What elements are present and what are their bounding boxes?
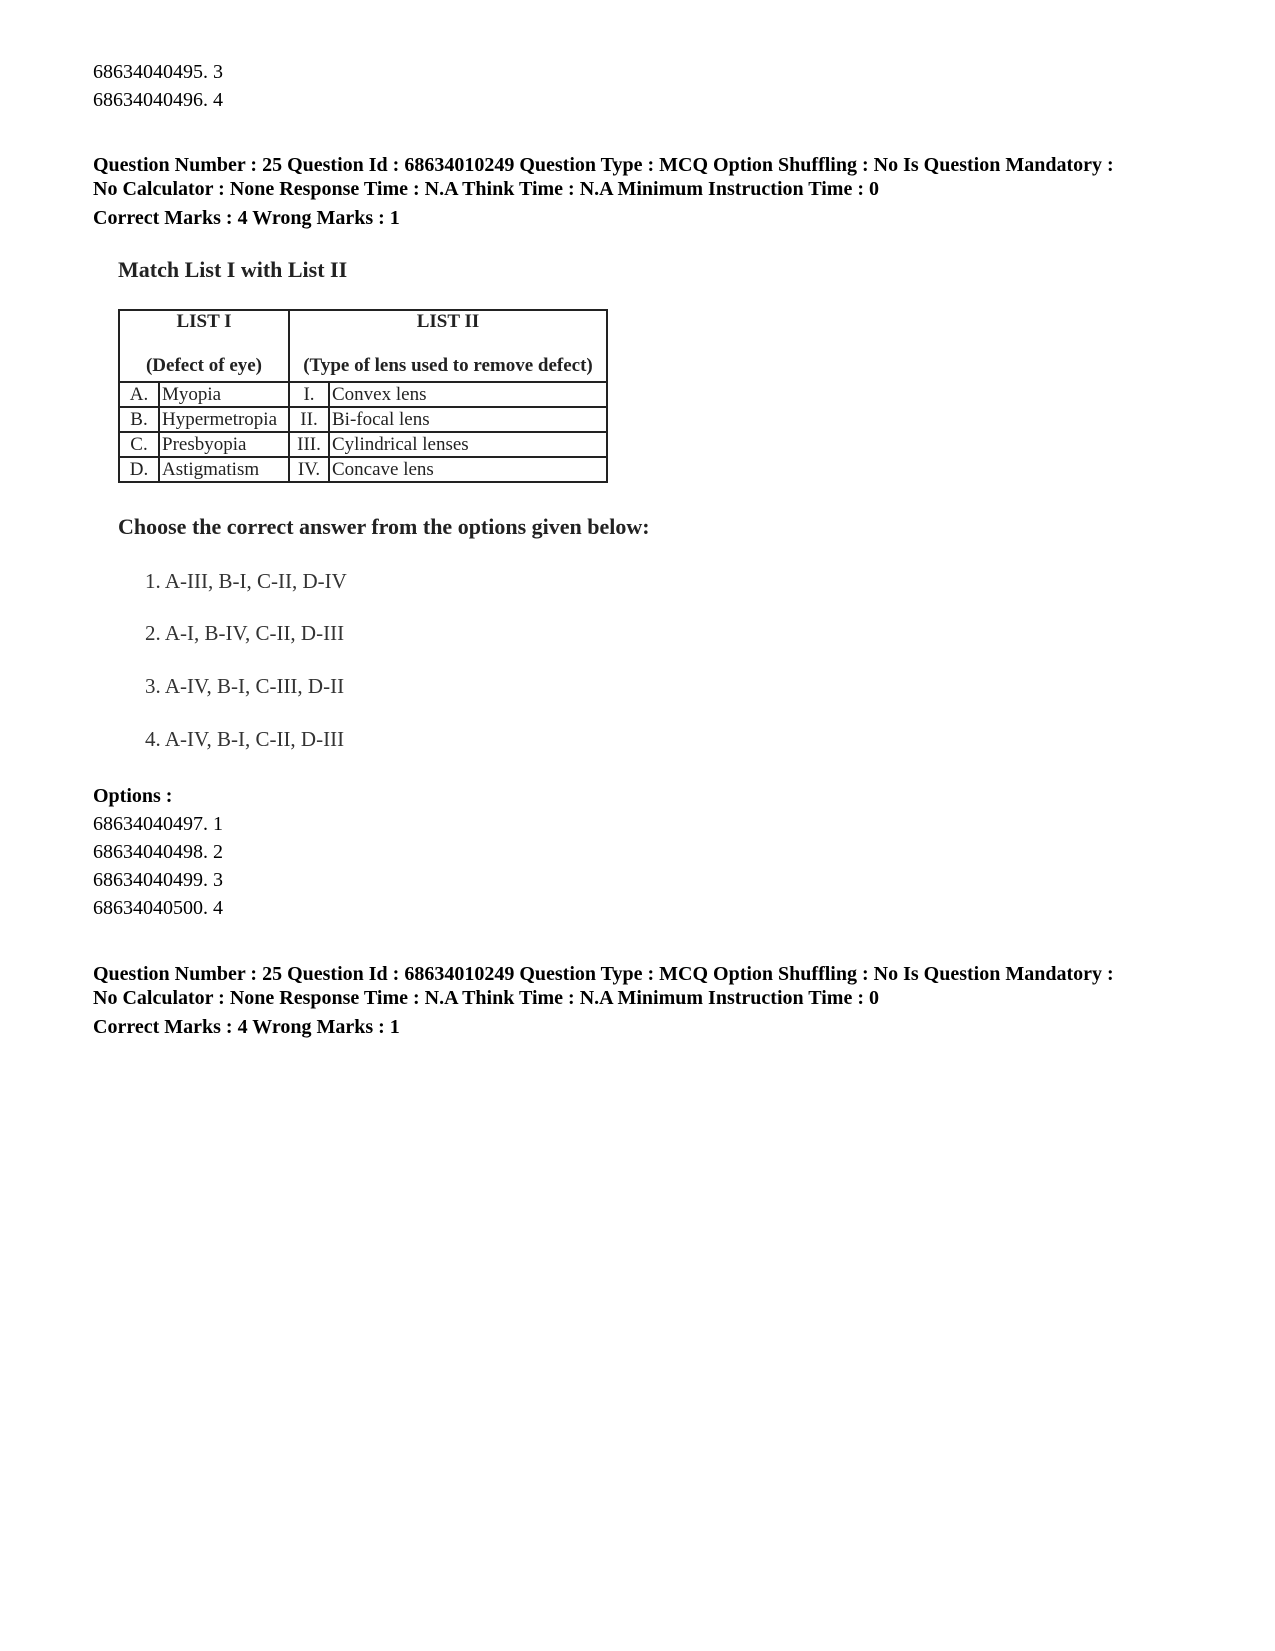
next-question-meta-line-2: No Calculator : None Response Time : N.A Think Time : N.A Minimum Instruction Time : 0 [93,987,879,1009]
match-table-header [119,310,607,382]
row-roman: IV. [289,457,329,482]
list1-header [119,310,289,382]
question-meta-line-1: Question Number : 25 Question Id : 68634010249 Question Type : MCQ Option Shuffling : No Is Question Mandatory : [93,154,1114,176]
row-defect: Hypermetropia [159,407,289,432]
options-label: Options : [93,785,173,807]
table-row [119,382,607,407]
next-question-meta [93,962,1193,1010]
row-letter: D. [119,457,159,482]
table-row [119,432,607,457]
question-meta-line-2: No Calculator : None Response Time : N.A Think Time : N.A Minimum Instruction Time : 0 [93,178,879,200]
choice-2: 2. A-I, B-IV, C-II, D-III [145,621,345,645]
choice-3: 3. A-IV, B-I, C-III, D-II [145,674,345,698]
row-lens: Convex lens [329,382,607,407]
row-roman: III. [289,432,329,457]
list2-title: LIST II [416,311,480,332]
next-question-meta-line-1: Question Number : 25 Question Id : 68634010249 Question Type : MCQ Option Shuffling : No Is Question Mandatory : [93,963,1114,985]
prev-option-3: 68634040495. 3 [93,61,223,83]
list1-subtitle: (Defect of eye) [145,355,263,376]
next-question-marks: Correct Marks : 4 Wrong Marks : 1 [93,1016,400,1038]
question-heading: Match List I with List II [118,257,348,282]
row-lens: Bi-focal lens [329,407,607,432]
row-lens: Concave lens [329,457,607,482]
question-meta [93,153,1193,201]
choice-4: 4. A-IV, B-I, C-II, D-III [145,727,345,751]
row-defect: Astigmatism [159,457,289,482]
row-defect: Myopia [159,382,289,407]
question-content [118,255,758,285]
list2-header [289,310,607,382]
list1-title: LIST I [176,311,232,332]
choice-1: 1. A-III, B-I, C-II, D-IV [145,569,347,593]
table-row [119,407,607,432]
prev-option-4: 68634040496. 4 [93,89,223,111]
row-letter: C. [119,432,159,457]
table-row [119,457,607,482]
choose-instruction: Choose the correct answer from the options given below: [118,514,650,539]
row-roman: I. [289,382,329,407]
row-defect: Presbyopia [159,432,289,457]
list2-subtitle: (Type of lens used to remove defect) [303,355,593,376]
row-roman: II. [289,407,329,432]
option-3: 68634040499. 3 [93,869,223,891]
option-4: 68634040500. 4 [93,897,223,919]
row-letter: B. [119,407,159,432]
question-marks: Correct Marks : 4 Wrong Marks : 1 [93,207,400,229]
option-2: 68634040498. 2 [93,841,223,863]
option-1: 68634040497. 1 [93,813,223,835]
match-table [118,309,608,483]
row-letter: A. [119,382,159,407]
row-lens: Cylindrical lenses [329,432,607,457]
